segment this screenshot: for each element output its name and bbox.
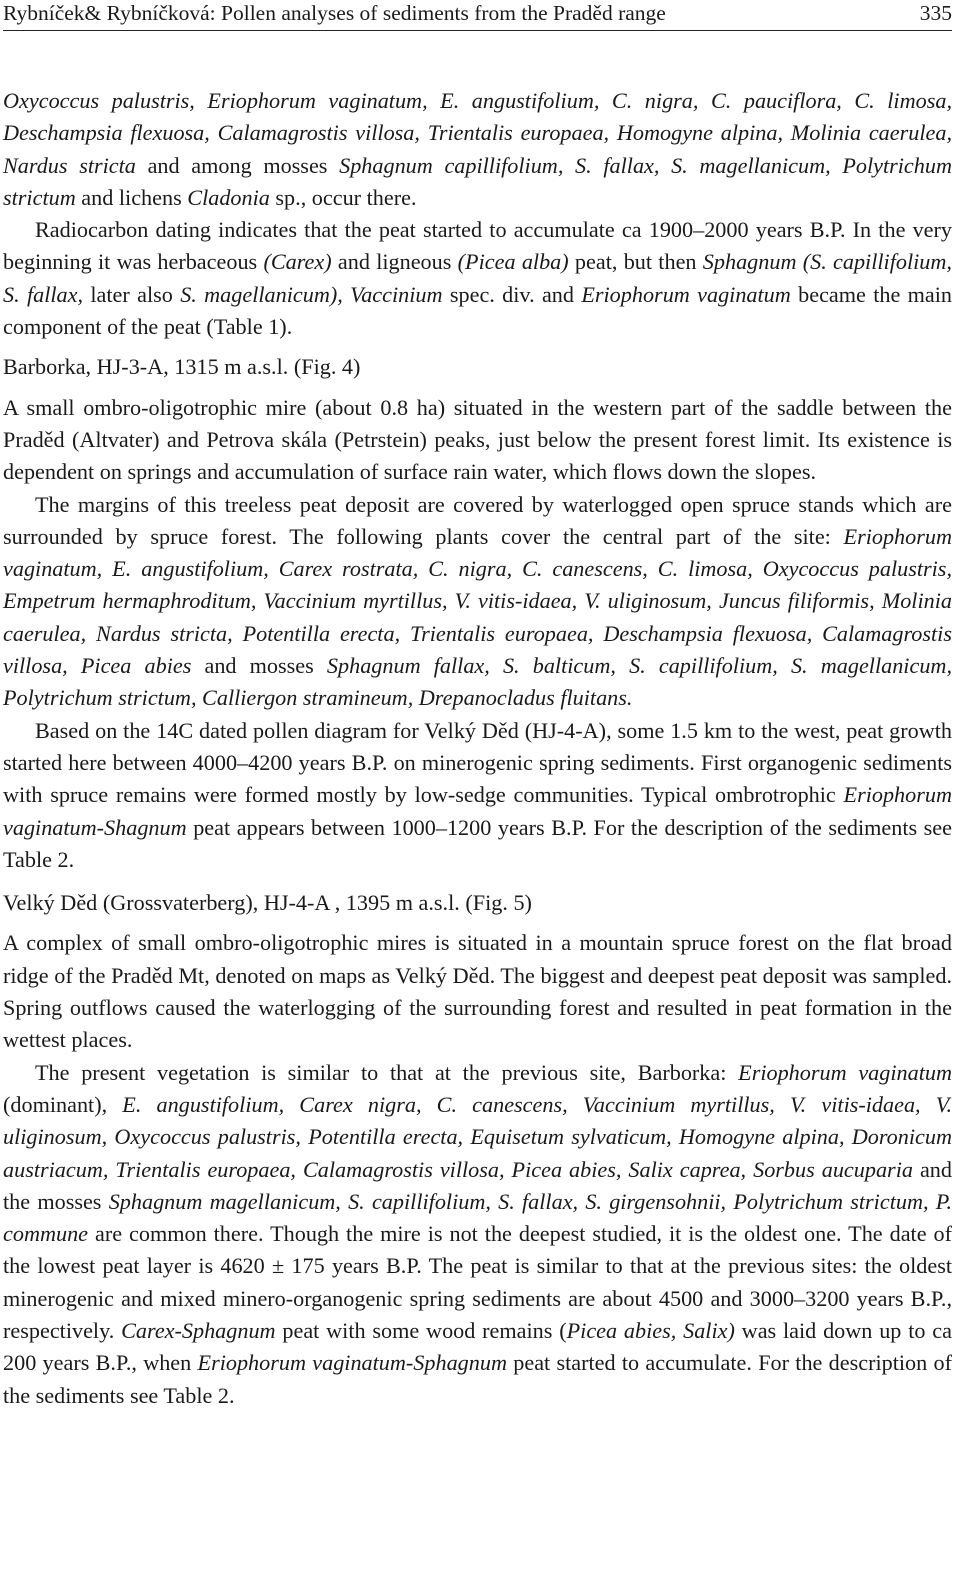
italic-taxon-name: Sphagnum (S. capillifolium, S. fallax, [3,249,952,307]
paragraph-velky-ded-location: A complex of small ombro-oligotrophic mires is situated in a mountain spruce forest on the flat broad ridge of the Praděd Mt, denoted on maps as Velký Děd. The biggest and deepest peat deposit was sampled. Spring outflows caused the waterlogging of the surrounding forest and resulted in peat formation in the wettest places. [3,930,952,1053]
paragraph-radiocarbon-dating: Radiocarbon dating indicates that the peat started to accumulate ca 1900–2000 years B.P. In the very beginning it was herbaceous (Carex) and ligneous (Picea alba) peat, but then Sphagnum (S. capillifolium, S. fallax, later also S. magellanicum), Vaccinium spec. div. and Eriophorum vaginatum became the main component of the peat (Table 1). [3,217,953,340]
paragraph-barborka-dating: Based on the 14C dated pollen diagram for Velký Děd (HJ-4-A), some 1.5 km to the west, peat growth started here between 4000–4200 years B.P. on minerogenic spring sediments. First organogenic sediments with spruce remains were formed mostly by low-sedge communities. Typical ombrotrophic Eriophorum vaginatum-Shagnum peat appears between 1000–1200 years B.P. For the description of the sediments see Table 2. [3,717,952,872]
italic-taxon-name: Eriophorum vaginatum-Shagnum [3,782,952,840]
article-body [3,85,952,1412]
italic-taxon-name: Sphagnum capillifolium, S. fallax, S. magellanicum, Polytrichum strictum [3,152,952,210]
italic-taxon-name: Sphagnum fallax, S. balticum, S. capillifolium, S. magellanicum, Polytrichum strictum, Calliergon stramineum, Drepanocladus fluitans. [3,653,952,711]
italic-taxon-name: S. magellanicum), Vaccinium [180,281,443,307]
italic-taxon-name: Eriophorum vaginatum [738,1059,953,1085]
italic-taxon-name: Eriophorum vaginatum-Sphagnum [197,1350,507,1376]
italic-taxon-name: Oxycoccus palustris, Eriophorum vaginatum, E. angustifolium, C. nigra, C. pauciflora, C. limosa, Deschampsia flexuosa, Calamagrostis villosa, Trientalis europaea, Homogyne alpina, Molinia caerulea, Nardus stricta [3,88,952,178]
italic-taxon-name: (Picea alba) [457,249,569,275]
page-header [3,0,952,31]
italic-taxon-name: Eriophorum vaginatum, E. angustifolium, Carex rostrata, C. nigra, C. canescens, C. limosa, Oxycoccus palustris, Empetrum hermaphroditum, Vaccinium myrtillus, V. vitis-idaea, V. uliginosum, Juncus filiformis, Molinia caerulea, Nardus stricta, Potentilla erecta, Trientalis europaea, Deschampsia flexuosa, Calamagrostis villosa, Picea abies [3,523,952,679]
paragraph-barborka-vegetation: The margins of this treeless peat deposit are covered by waterlogged open spruce stands which are surrounded by spruce forest. The following plants cover the central part of the site: Eriophorum vaginatum, E. angustifolium, Carex rostrata, C. nigra, C. canescens, C. limosa, Oxycoccus palustris, Empetrum hermaphroditum, Vaccinium myrtillus, V. vitis-idaea, V. uliginosum, Juncus filiformis, Molinia caerulea, Nardus stricta, Potentilla erecta, Trientalis europaea, Deschampsia flexuosa, Calamagrostis villosa, Picea abies and mosses Sphagnum fallax, S. balticum, S. capillifolium, S. magellanicum, Polytrichum strictum, Calliergon stramineum, Drepanocladus fluitans. [3,491,952,711]
italic-taxon-name: Cladonia [187,184,270,210]
italic-taxon-name: (Carex) [263,249,332,275]
italic-taxon-name: E. angustifolium, Carex nigra, C. canescens, Vaccinium myrtillus, V. vitis-idaea, V. uliginosum, Oxycoccus palustris, Potentilla erecta, Equisetum sylvaticum, Homogyne alpina, Doronicum austriacum, Trientalis europaea, Calamagrostis villosa, Picea abies, Salix caprea, Sorbus aucuparia [3,1091,952,1182]
italic-taxon-name: Eriophorum vaginatum [581,281,791,307]
running-title: Rybníček& Rybníčková: Pollen analyses of sediments from the Praděd range [3,1,666,25]
paragraph-species-list: Oxycoccus palustris, Eriophorum vaginatum, E. angustifolium, C. nigra, C. pauciflora, C. limosa, Deschampsia flexuosa, Calamagrostis villosa, Trientalis europaea, Homogyne alpina, Molinia caerulea, Nardus stricta and among mosses Sphagnum capillifolium, S. fallax, S. magellanicum, Polytrichum strictum and lichens Cladonia sp., occur there. [3,88,952,210]
italic-taxon-name: Sphagnum magellanicum, S. capillifolium, S. fallax, S. girgensohnii, Polytrichum strictum, P. commune [3,1188,952,1247]
section-heading-velky-ded: Velký Děd (Grossvaterberg), HJ-4-A , 1395 m a.s.l. (Fig. 5) [3,890,532,916]
section-heading-barborka: Barborka, HJ-3-A, 1315 m a.s.l. (Fig. 4) [3,354,361,380]
paragraph-velky-ded-vegetation: The present vegetation is similar to that at the previous site, Barborka: Eriophorum vaginatum (dominant), E. angustifolium, Carex nigra, C. canescens, Vaccinium myrtillus, V. vitis-idaea, V. uliginosum, Oxycoccus palustris, Potentilla erecta, Equisetum sylvaticum, Homogyne alpina, Doronicum austriacum, Trientalis europaea, Calamagrostis villosa, Picea abies, Salix caprea, Sorbus aucuparia and the mosses Sphagnum magellanicum, S. capillifolium, S. fallax, S. girgensohnii, Polytrichum strictum, P. commune are common there. Though the mire is not the deepest studied, it is the oldest one. The date of the lowest peat layer is 4620 ± 175 years B.P. The peat is similar to that at the previous sites: the oldest minerogenic and mixed minero-organogenic spring sediments are about 4500 and 3000–3200 years B.P., respectively. Carex-Sphagnum peat with some wood remains (Picea abies, Salix) was laid down up to ca 200 years B.P., when Eriophorum vaginatum-Sphagnum peat started to accumulate. For the description of the sediments see Table 2. [3,1059,953,1408]
paragraph-barborka-location: A small ombro-oligotrophic mire (about 0.8 ha) situated in the western part of the saddle between the Praděd (Altvater) and Petrova skála (Petrstein) peaks, just below the present forest limit. Its existence is dependent on springs and accumulation of surface rain water, which flows down the slopes. [3,394,952,485]
page-number: 335 [919,1,952,25]
italic-taxon-name: Picea abies, Salix) [566,1317,735,1343]
italic-taxon-name: Carex-Sphagnum [121,1317,276,1343]
